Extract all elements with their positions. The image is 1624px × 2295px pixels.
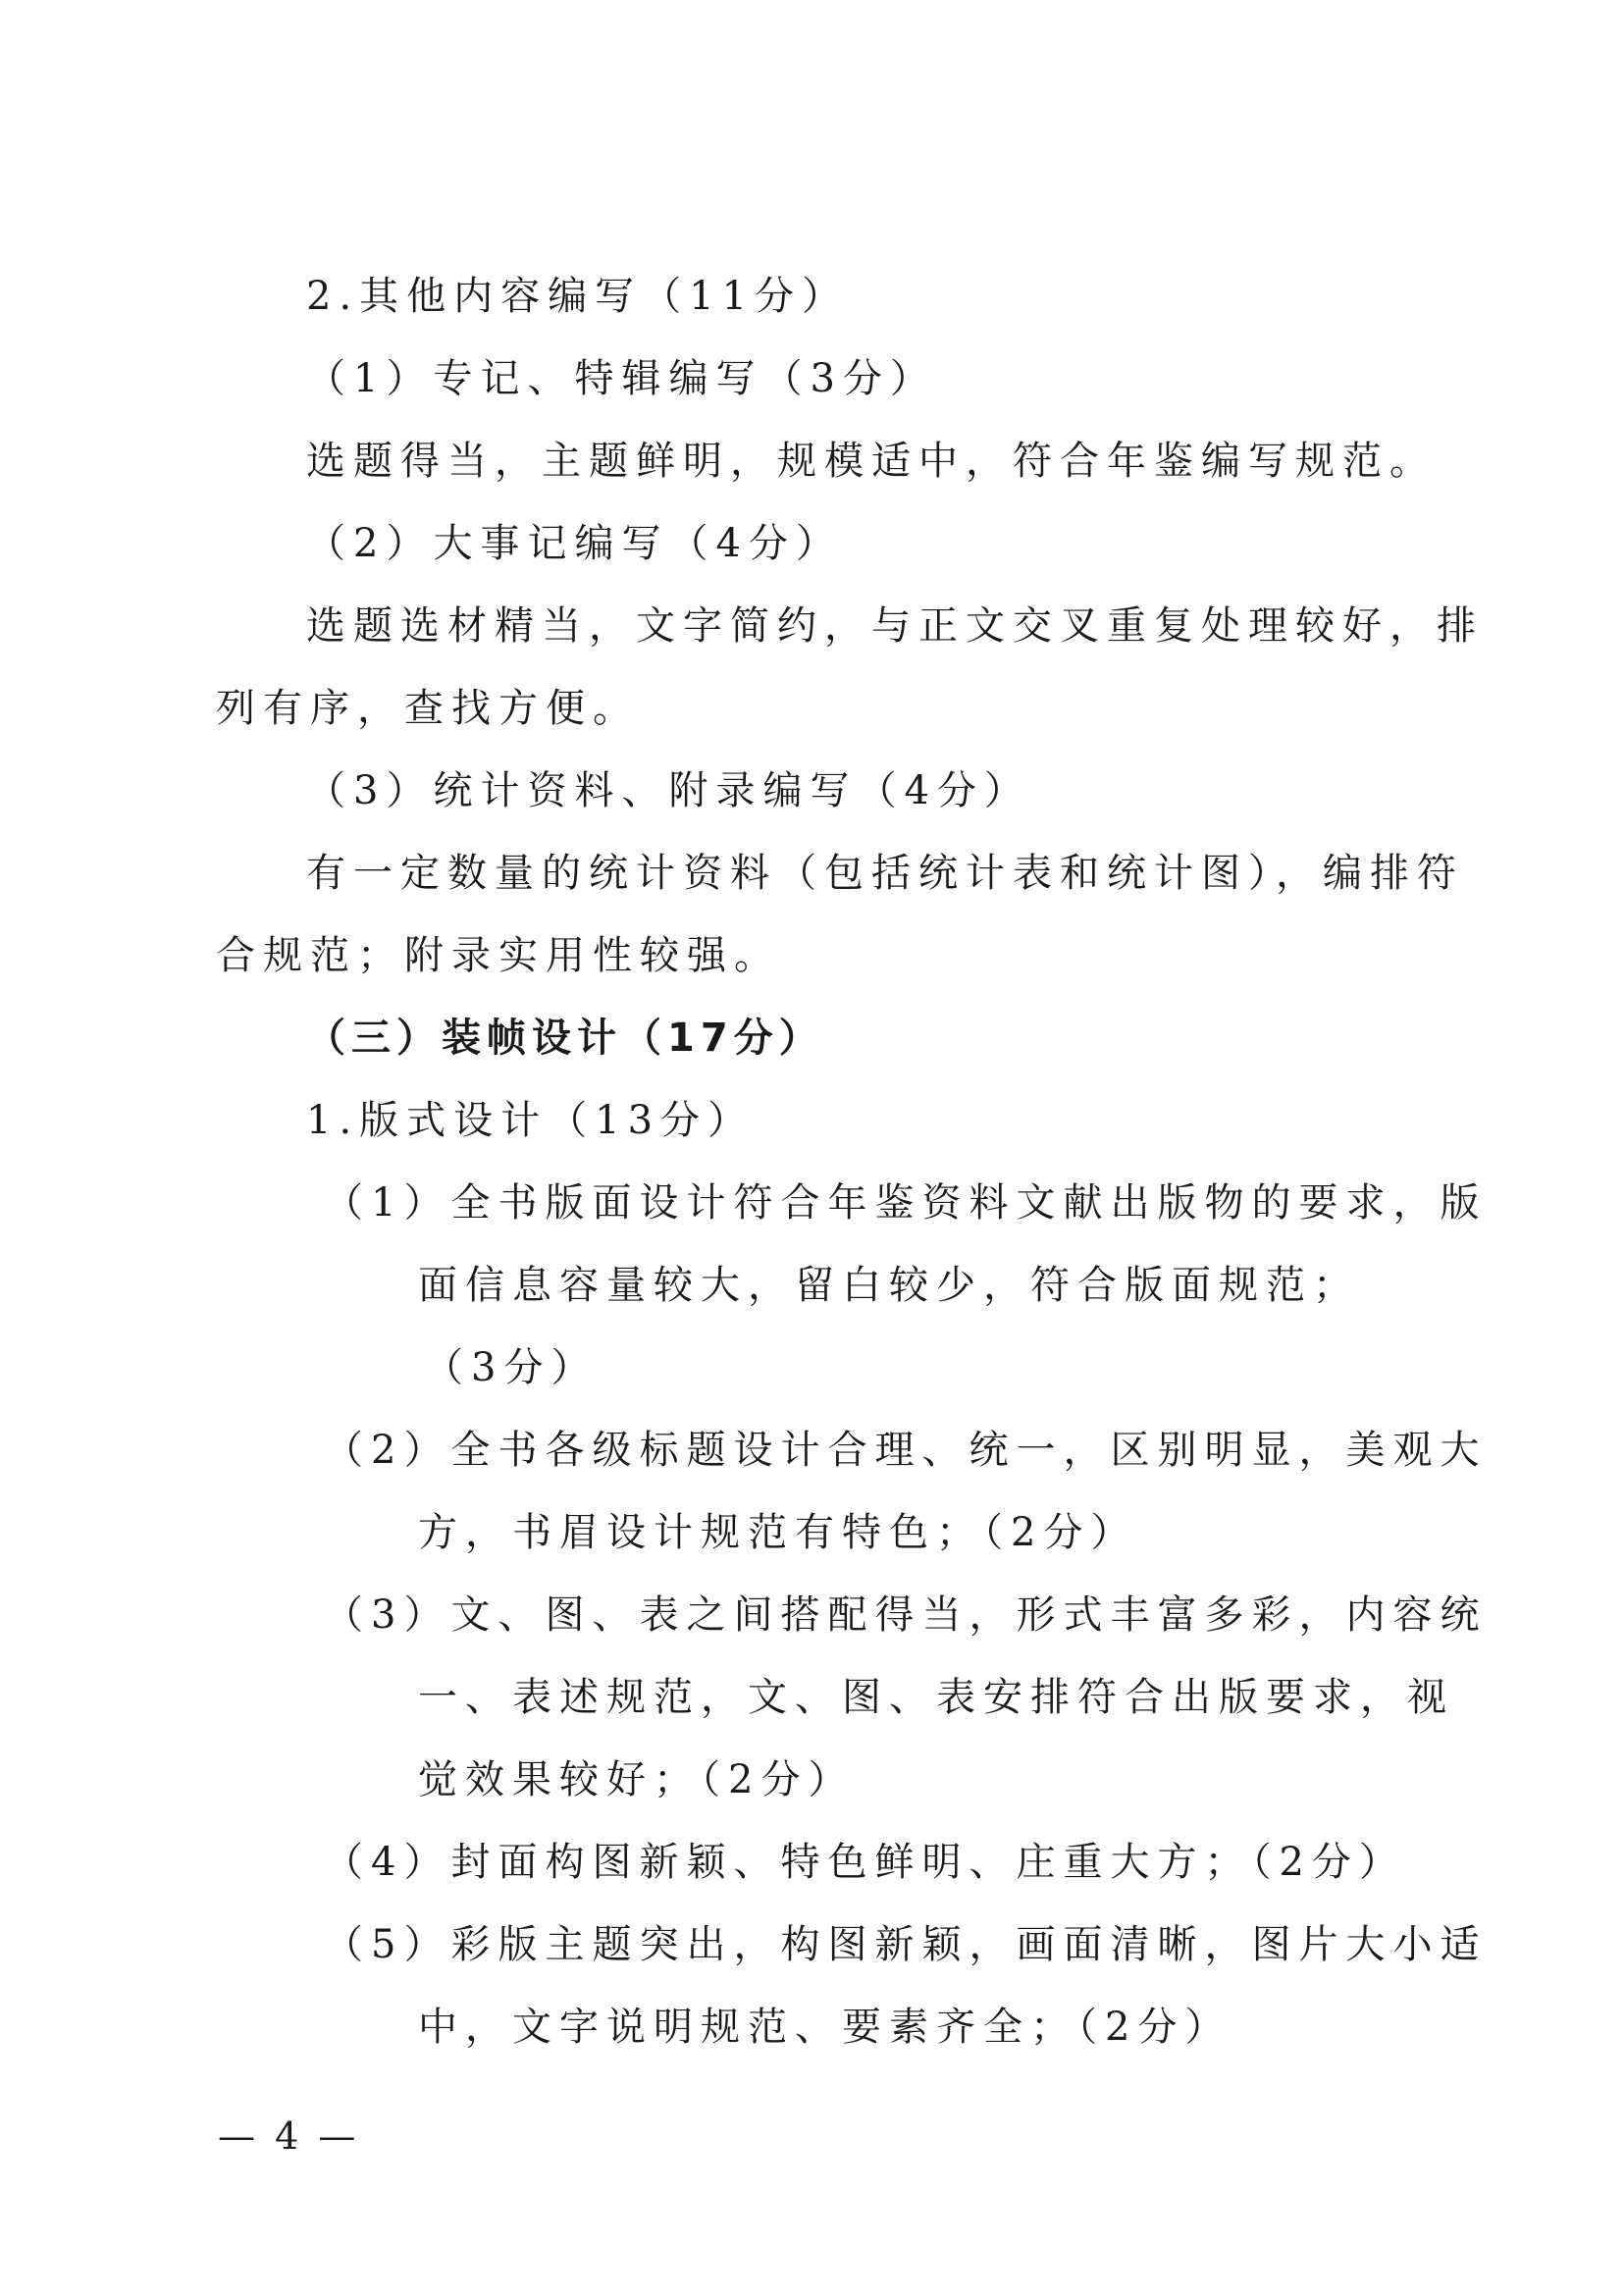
item-5-line-1: （5）彩版主题突出，构图新颖，画面清晰，图片大小适 xyxy=(324,1922,1488,1967)
paragraph-statistics-line-1: 有一定数量的统计资料（包括统计表和统计图），编排符 xyxy=(306,851,1464,896)
item-3-line-3: 觉效果较好；（2分） xyxy=(418,1757,856,1802)
paragraph-special-records: 选题得当，主题鲜明，规模适中，符合年鉴编写规范。 xyxy=(306,439,1437,484)
item-4-line-1: （4）封面构图新颖、特色鲜明、庄重大方；（2分） xyxy=(324,1840,1406,1885)
item-3-line-1: （3）文、图、表之间搭配得当，形式丰富多彩，内容统 xyxy=(324,1592,1488,1638)
item-1-line-1: （1）全书版面设计符合年鉴资料文献出版物的要求，版 xyxy=(324,1180,1488,1226)
item-1-score: （3分） xyxy=(424,1345,599,1390)
item-1-line-2: 面信息容量较大，留白较少，符合版面规范； xyxy=(418,1263,1360,1308)
paragraph-chronicle-line-2: 列有序，查找方便。 xyxy=(216,686,640,731)
subsection-chronicle: （2）大事记编写（4分） xyxy=(306,521,843,566)
item-2-line-2: 方，书眉设计规范有特色；（2分） xyxy=(418,1510,1138,1555)
item-3-line-2: 一、表述规范，文、图、表安排符合出版要求，视 xyxy=(418,1675,1454,1720)
paragraph-chronicle-line-1: 选题选材精当，文字简约，与正文交叉重复处理较好，排 xyxy=(306,603,1484,649)
item-2-line-1: （2）全书各级标题设计合理、统一，区别明显，美观大 xyxy=(324,1428,1488,1473)
subsection-special-records: （1）专记、特辑编写（3分） xyxy=(306,356,937,401)
item-5-line-2: 中，文字说明规范、要素齐全；（2分） xyxy=(418,2005,1232,2050)
section-heading-binding-design: （三）装帧设计（17分） xyxy=(306,1016,824,1061)
section-heading-other-content: 2.其他内容编写（11分） xyxy=(306,274,850,319)
subsection-statistics: （3）统计资料、附录编写（4分） xyxy=(306,768,1031,813)
section-heading-layout-design: 1.版式设计（13分） xyxy=(306,1098,756,1143)
page-number: — 4 — xyxy=(218,2114,360,2158)
paragraph-statistics-line-2: 合规范；附录实用性较强。 xyxy=(216,933,781,978)
